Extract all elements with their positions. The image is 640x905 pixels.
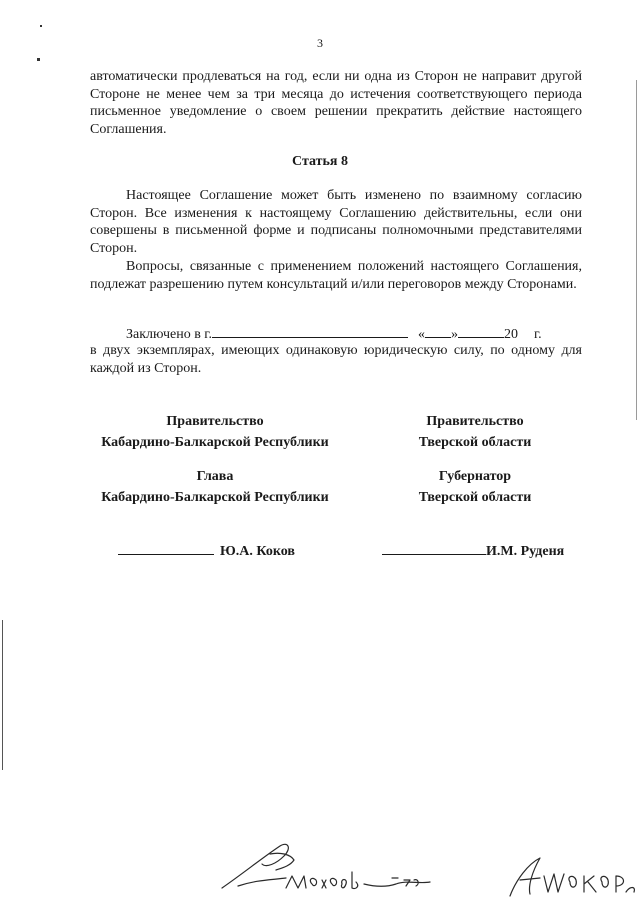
page-number: 3: [317, 36, 323, 50]
right-position-line1: Губернатор: [438, 469, 512, 484]
article-title: Статья 8: [292, 154, 348, 169]
right-org-line2: Тверской области: [418, 435, 532, 450]
right-signatory-name: И.М. Руденя: [486, 544, 565, 559]
year-prefix: 20: [503, 327, 518, 342]
left-signatory-name: Ю.А. Коков: [220, 544, 295, 559]
right-position-line2: Тверской области: [418, 490, 532, 505]
year-suffix: г.: [533, 327, 542, 342]
article-paragraph-1: Настоящее Соглашение может быть изменено по взаимному согласию Сторон. Все изменения к настоящему Соглашению действительны, если они совершены в письменной форме и подписаны полномочными представителями Сторон.: [90, 188, 582, 256]
left-org-line2: Кабардино-Балкарской Республики: [101, 435, 329, 450]
continuation-paragraph: автоматически продлеваться на год, если ни одна из Сторон не направит другой Стороне не менее чем за три месяца до истечения соответствующего периода письменное уведомление о своем решении прекратить действие настоящего Соглашения.: [90, 69, 582, 137]
left-position-line1: Глава: [196, 469, 234, 484]
quote-close: »: [450, 327, 458, 342]
right-org-line1: Правительство: [426, 414, 524, 429]
article-paragraph-2: Вопросы, связанные с применением положений настоящего Соглашения, подлежат разрешению путем консультаций и/или переговоров между Сторонами.: [90, 259, 582, 292]
concluded-rest: в двух экземплярах, имеющих одинаковую юридическую силу, по одному для каждой из Сторон.: [90, 343, 582, 376]
quote-open: «: [417, 327, 425, 342]
left-org-line1: Правительство: [166, 414, 264, 429]
concluded-prefix: Заключено в г.: [126, 327, 212, 342]
left-position-line2: Кабардино-Балкарской Республики: [101, 490, 329, 505]
